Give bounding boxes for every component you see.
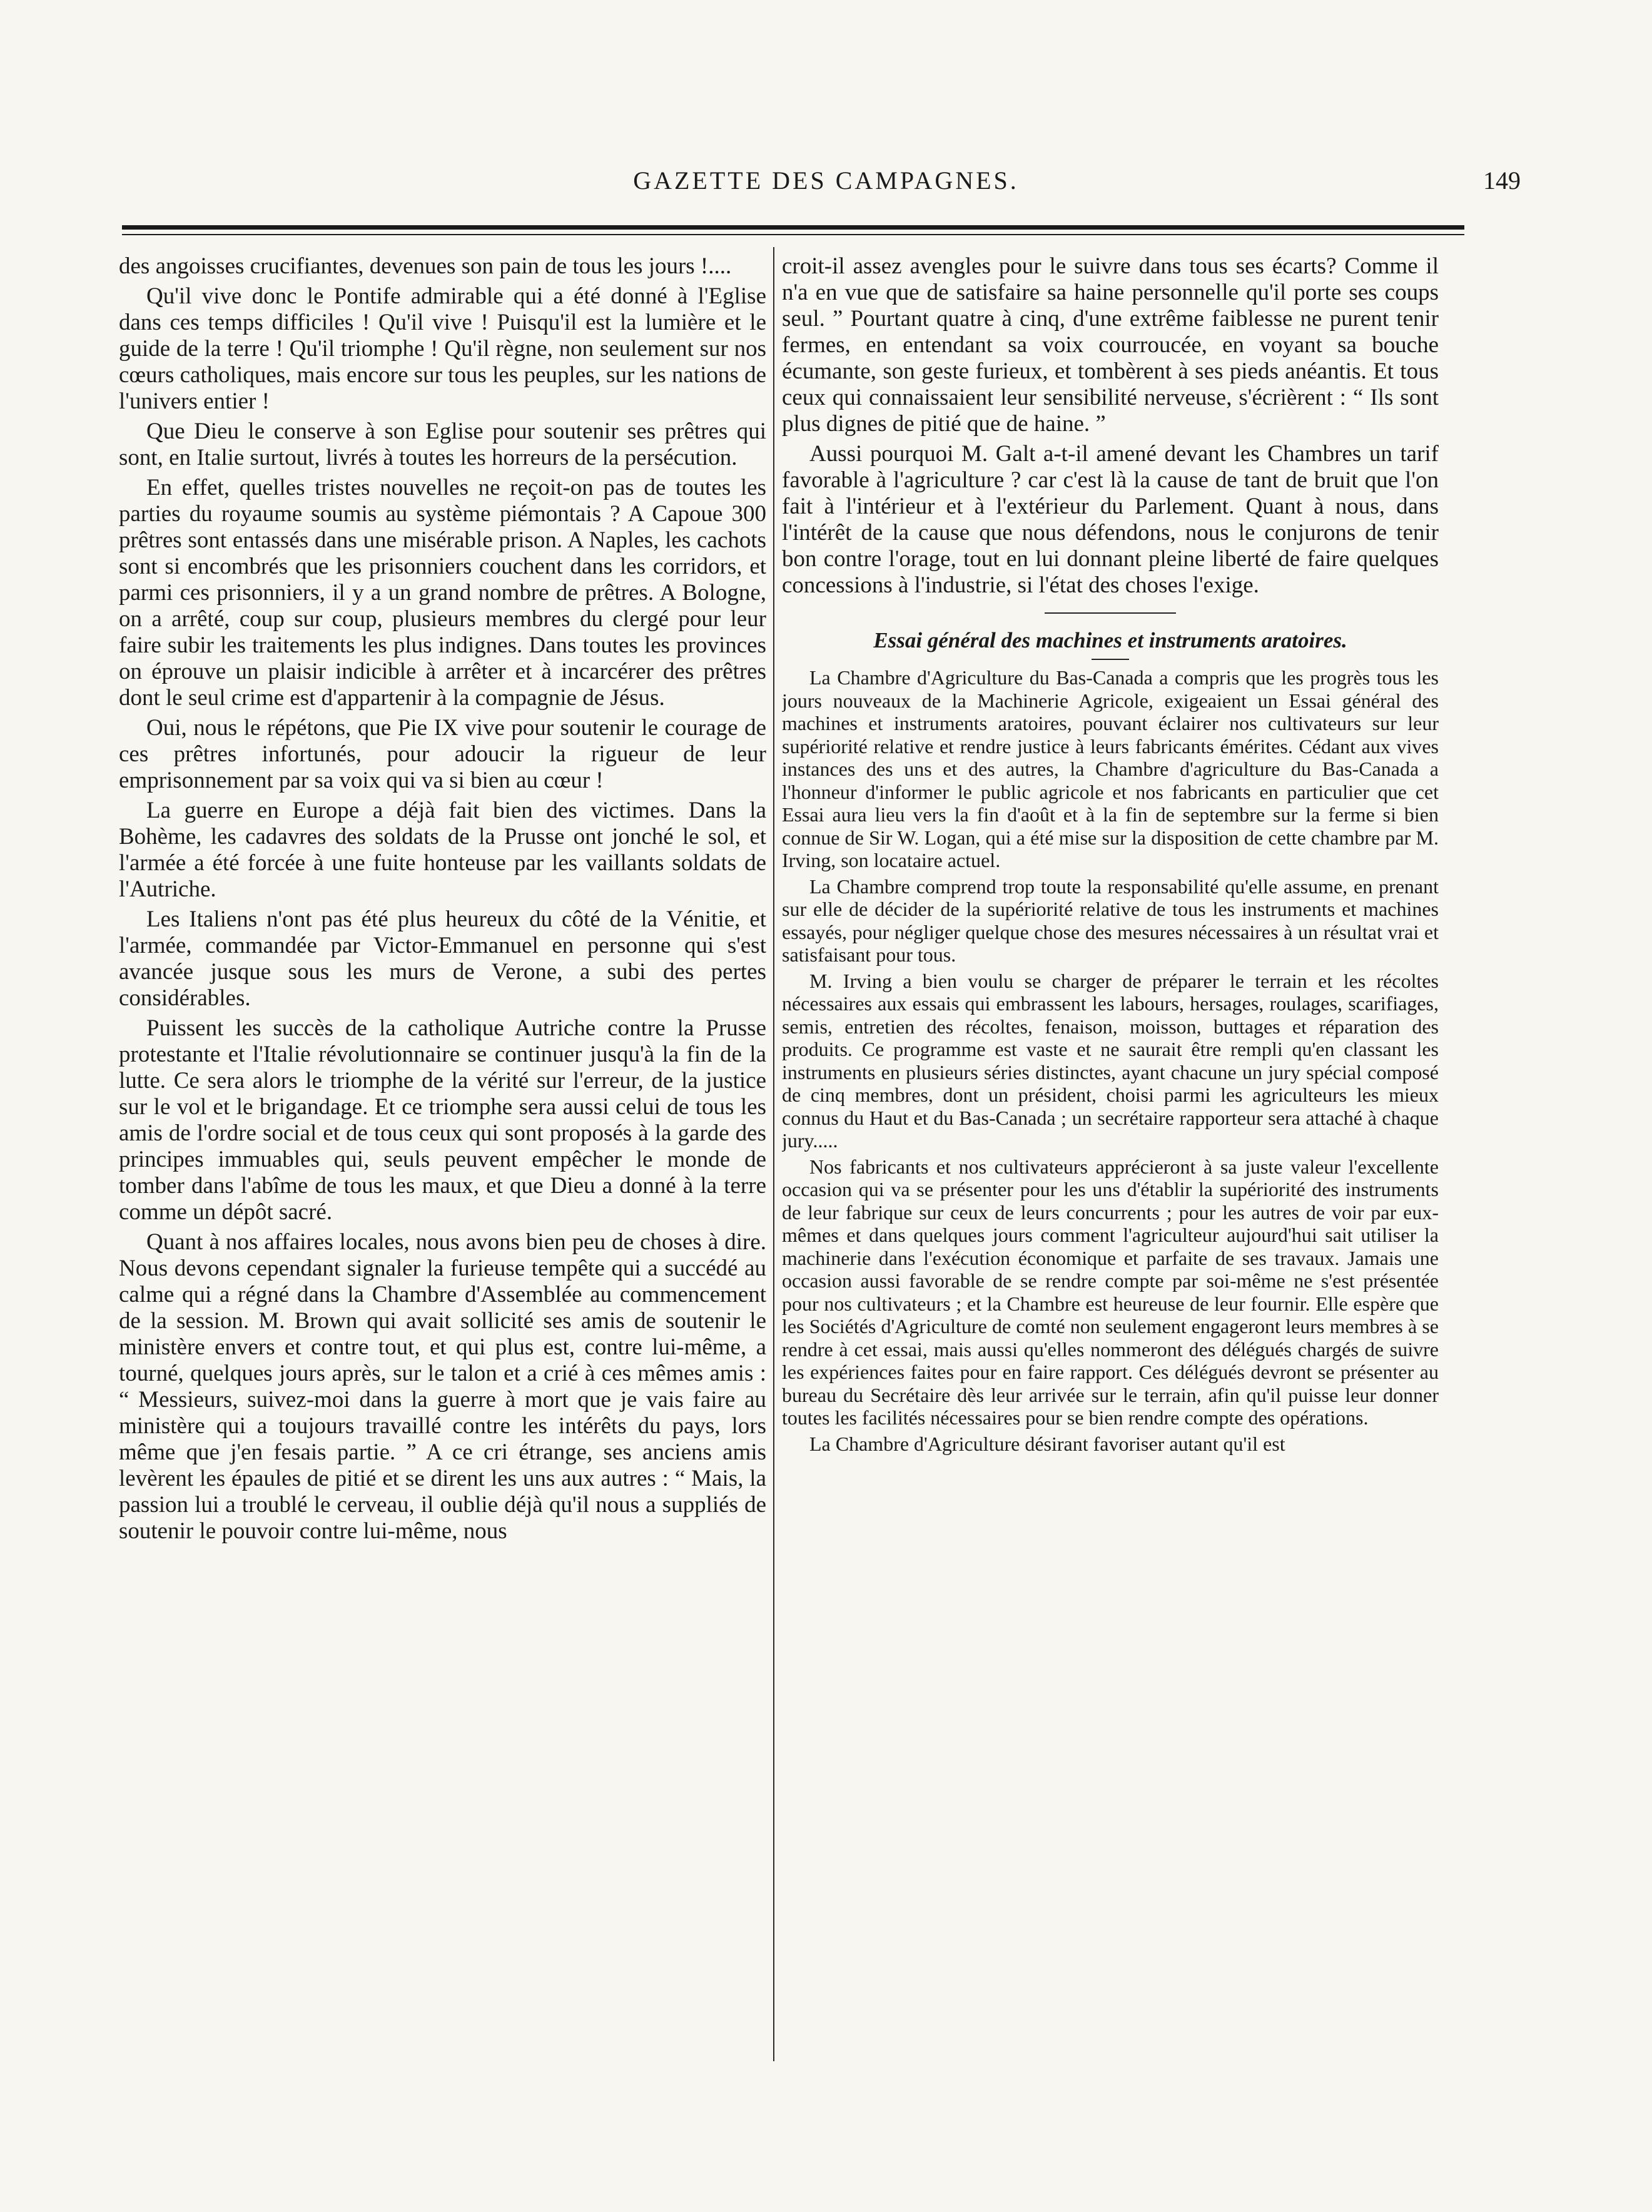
title-rule <box>1092 659 1129 660</box>
paragraph: La Chambre d'Agriculture du Bas-Canada a compris que les progrès tous les jours nouveaux de la Machinerie Agricole, exigeaient un Essai général des machines et instruments aratoires, pouvant éclairer nos cultivateurs sur leur supériorité relative et rendre justice à leurs fabricants émérites. Cédant aux vives instances des uns et des autres, la Chambre d'agriculture du Bas-Canada a l'honneur d'informer le public agricole et nos fabricants en particulier que cet Essai aura lieu vers la fin d'août et à la fin de septembre sur la ferme si bien connue de Sir W. Logan, qui a été mise sur la disposition de cette chambre par M. Irving, son locataire actuel. <box>782 666 1439 871</box>
paragraph: La Chambre comprend trop toute la responsabilité qu'elle assume, en prenant sur elle de décider de la supériorité relative de tous les instruments et machines essayés, pour négliger quelque chose des mesures nécessaires à un résultat vrai et satisfaisant pour tous. <box>782 875 1439 966</box>
paragraph: La guerre en Europe a déjà fait bien des victimes. Dans la Bohème, les cadavres des soldats de la Prusse ont jonché le sol, et l'armée a été forcée à une fuite honteuse par les vaillants soldats de l'Autriche. <box>119 798 766 902</box>
paragraph: Aussi pourquoi M. Galt a-t-il amené devant les Chambres un tarif favorable à l'agriculture ? car c'est là la cause de tant de bruit que l'on fait à l'intérieur et à l'extérieur du Parlement. Quant à nous, dans l'intérêt de la cause que nous défendons, nous le conjurons de tenir bon contre l'orage, tout en lui donnant pleine liberté de faire quelques concessions à l'industrie, si l'état des choses l'exige. <box>782 441 1439 598</box>
left-column <box>119 253 766 2024</box>
page-number: 149 <box>1483 166 1521 195</box>
header-rule-thin <box>122 234 1464 235</box>
paragraph: Qu'il vive donc le Pontife admirable qui a été donné à l'Eglise dans ces temps difficiles ! Qu'il vive ! Puisqu'il est la lumière et le guide de la terre ! Qu'il triomphe ! Qu'il règne, non seulement sur nos cœurs catholiques, mais encore sur tous les peuples, sur les nations de l'univers entier ! <box>119 283 766 414</box>
header-rule-thick <box>122 225 1464 230</box>
paragraph: Nos fabricants et nos cultivateurs apprécieront à sa juste valeur l'excellente occasion qui va se présenter pour les uns d'établir la supériorité des instruments de leur fabrique sur ceux de leurs concurrents ; pour les autres de voir par eux-mêmes et dans quelques jours comment l'agriculteur aujourd'hui sait utiliser la machinerie dans l'exécution économique et parfaite de ses travaux. Jamais une occasion aussi favorable de se rendre compte par soi-même ne s'est présentée pour nos cultivateurs ; et la Chambre est heureuse de leur fournir. Elle espère que les Sociétés d'Agriculture de comté non seulement engageront leurs membres à se rendre à cet essai, mais aussi qu'elles nommeront des délégués chargés de suivre les expériences faites pour en faire rapport. Ces délégués devront se présenter au bureau du Secrétaire dès leur arrivée sur le terrain, afin qu'il puisse leur donner toutes les facilités nécessaires pour se bien rendre compte des opérations. <box>782 1155 1439 1429</box>
page-header <box>119 166 1533 216</box>
paragraph: Oui, nous le répétons, que Pie IX vive pour soutenir le courage de ces prêtres infortunés, pour adoucir la rigueur de leur emprisonnement par sa voix qui va si bien au cœur ! <box>119 715 766 793</box>
paragraph: des angoisses crucifiantes, devenues son pain de tous les jours !.... <box>119 253 732 279</box>
right-column <box>782 253 1439 2024</box>
paragraph: Que Dieu le conserve à son Eglise pour soutenir ses prêtres qui sont, en Italie surtout, livrés à toutes les horreurs de la persécution. <box>119 419 766 470</box>
paragraph: En effet, quelles tristes nouvelles ne reçoit-on pas de toutes les parties du royaume soumis au système piémontais ? A Capoue 300 prêtres sont entassés dans une misérable prison. A Naples, les cachots sont si encombrés que les prisonniers couchent dans les corridors, et parmi ces prisonniers, il y a un grand nombre de prêtres. A Bologne, on a arrêté, coup sur coup, plusieurs membres du clergé pour leur faire subir les traitements les plus indignes. Dans toutes les provinces on éprouve un plaisir indicible à arrêter et à incarcérer des prêtres dont le seul crime est d'appartenir à la compagnie de Jésus. <box>119 475 766 711</box>
paragraph: M. Irving a bien voulu se charger de préparer le terrain et les récoltes nécessaires aux essais qui embrassent les labours, hersages, roulages, scarifiages, semis, entretien des récoltes, fenaison, moisson, buttages et réparation des produits. Ce programme est vaste et ne saurait être rempli qu'en classant les instruments en plusieurs séries distinctes, ayant chacune un jury spécial composé de cinq membres, dont un président, choisi parmi les agriculteurs les mieux connus du Haut et du Bas-Canada ; un secrétaire rapporteur sera attaché à chaque jury..... <box>782 969 1439 1152</box>
paragraph: Puissent les succès de la catholique Autriche contre la Prusse protestante et l'Italie révolutionnaire se continuer jusqu'à la fin de la lutte. Ce sera alors le triomphe de la vérité sur l'erreur, de la justice sur le vol et le brigandage. Et ce triomphe sera aussi celui de tous les amis de l'ordre social et de tous ceux qui sont proposés à la garde des principes immuables qui, seuls peuvent empêcher le monde de tomber dans l'abîme de tous les maux, et que Dieu a donné à la terre comme un dépôt sacré. <box>119 1015 766 1225</box>
paragraph: Les Italiens n'ont pas été plus heureux du côté de la Vénitie, et l'armée, commandée par Victor-Emmanuel en personne qui s'est avancée jusque sous les murs de Verone, a subi des pertes considérables. <box>119 906 766 1011</box>
section-divider <box>1045 612 1176 614</box>
paragraph: La Chambre d'Agriculture désirant favoriser autant qu'il est <box>809 1432 1285 1455</box>
paragraph: croit-il assez avengles pour le suivre dans tous ses écarts? Comme il n'a en vue que de satisfaire sa haine personnelle qu'il porte ses coups seul. ” Pourtant quatre à cinq, d'une extrême faiblesse ne purent tenir fermes, en entendant sa voix courroucée, en voyant sa bouche écumante, son geste furieux, et tombèrent à ses pieds anéantis. Et tous ceux qui connaissaient leur sensibilité nerveuse, s'écrièrent : “ Ils sont plus dignes de pitié que de haine. ” <box>782 253 1439 437</box>
paragraph: Quant à nos affaires locales, nous avons bien peu de choses à dire. Nous devons cependant signaler la furieuse tempête qui a succédé au calme qui a régné dans la Chambre d'Assemblée au commencement de la session. M. Brown qui avait sollicité ses amis de soutenir le ministère envers et contre tout, et qui plus est, contre lui-même, a tourné, quelques jours après, sur le talon et a crié à ces mêmes amis : “ Messieurs, suivez-moi dans la guerre à mort que je vais faire au ministère qui a toujours travaillé contre les intérêts du pays, lors même que j'en fesais partie. ” A ce cri étrange, ses anciens amis levèrent les épaules de pitié et se dirent les uns aux autres : “ Mais, la passion lui a troublé le cerveau, il oublie déjà qu'il nous a suppliés de soutenir le pouvoir contre lui-même, nous <box>119 1229 766 1544</box>
running-title: GAZETTE DES CAMPAGNES. <box>633 166 1019 195</box>
column-divider <box>773 247 774 2061</box>
section-title: Essai général des machines et instruments aratoires. <box>873 628 1347 652</box>
